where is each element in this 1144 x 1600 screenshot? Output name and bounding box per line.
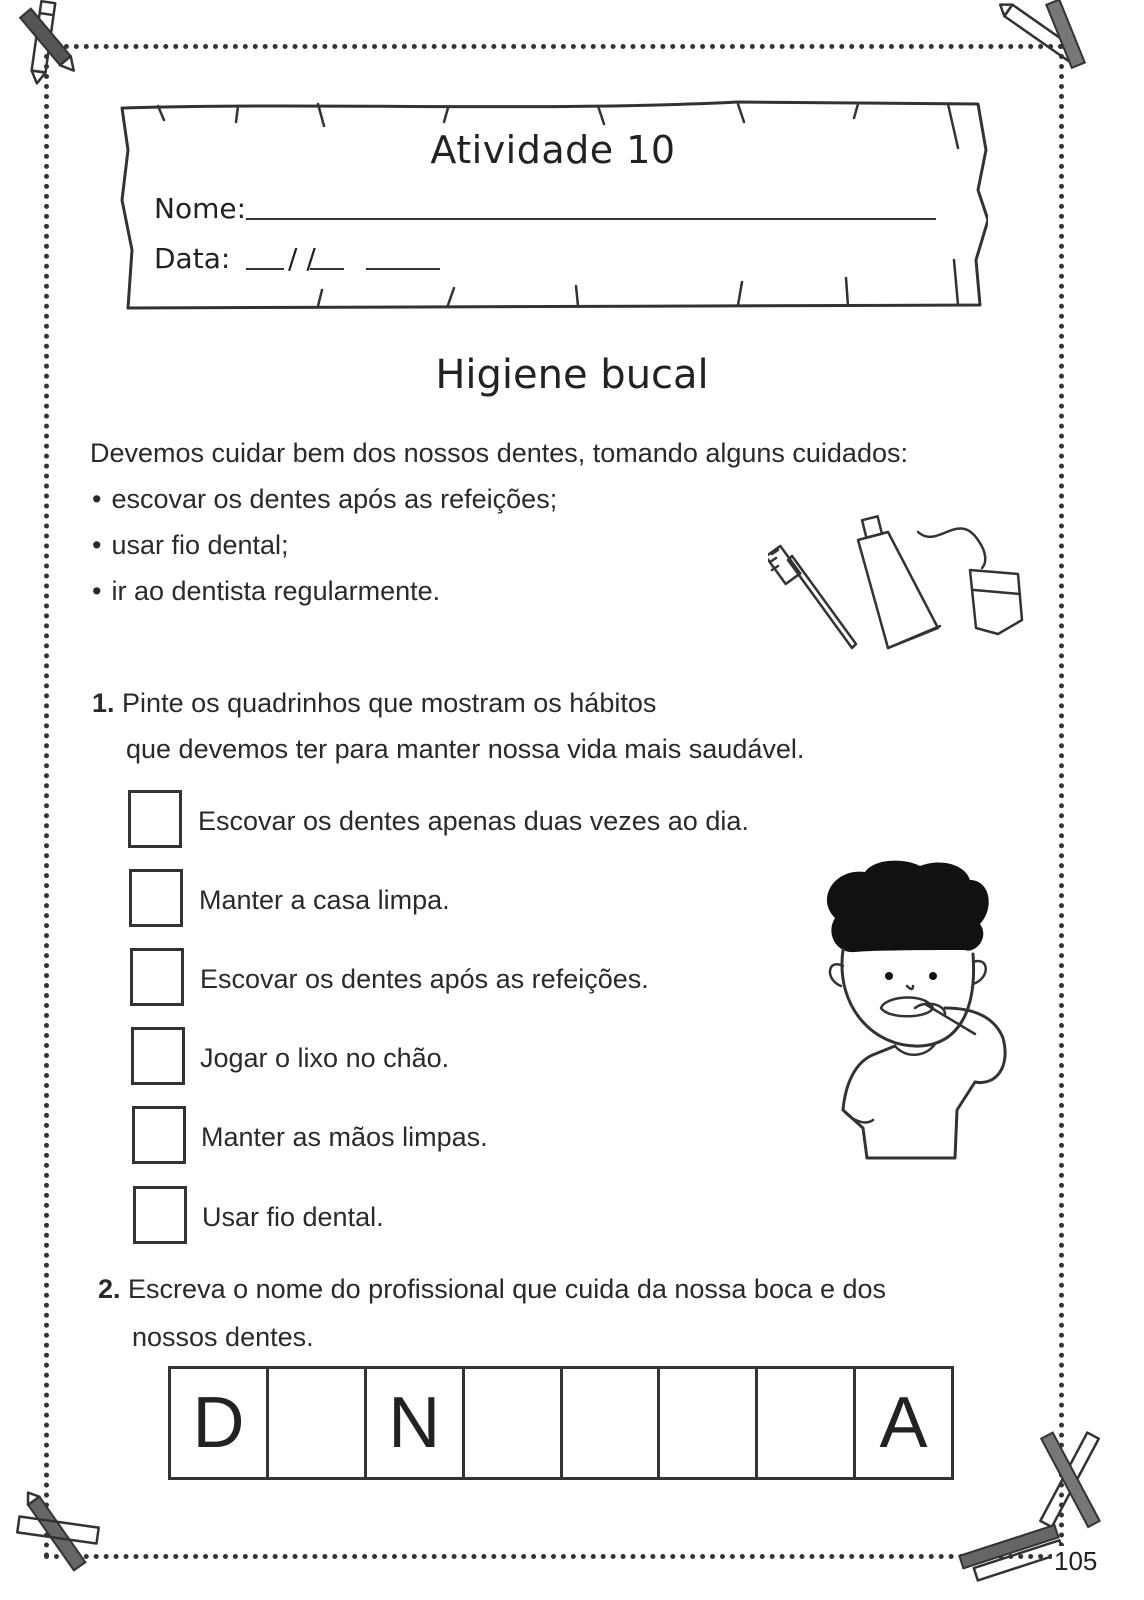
answer-letter-grid bbox=[168, 1366, 954, 1480]
header-frame bbox=[118, 100, 988, 310]
letter-cell-3[interactable]: N bbox=[367, 1369, 465, 1477]
activity-title: Atividade 10 bbox=[430, 128, 676, 172]
intro-bullet-3: • ir ao dentista regularmente. bbox=[92, 576, 440, 607]
date-label: Data: bbox=[154, 242, 231, 275]
option-checkbox-4[interactable] bbox=[131, 1027, 185, 1085]
option-checkbox-2[interactable] bbox=[129, 869, 183, 927]
question-2-line-2: nossos dentes. bbox=[132, 1322, 314, 1352]
letter-cell-6[interactable] bbox=[660, 1369, 758, 1477]
pencil-decoration-icon bbox=[8, 1470, 108, 1590]
name-field[interactable] bbox=[246, 218, 936, 220]
pencil-decoration-icon bbox=[8, 0, 88, 85]
date-year-field[interactable] bbox=[366, 268, 440, 270]
name-label: Nome: bbox=[154, 192, 247, 225]
letter-cell-2[interactable] bbox=[269, 1369, 367, 1477]
letter-cell-7[interactable] bbox=[758, 1369, 856, 1477]
letter-cell-4[interactable] bbox=[465, 1369, 563, 1477]
question-2-line-1: Escreva o nome do profissional que cuida da nossa boca e dos bbox=[128, 1274, 887, 1304]
question-1-number: 1. bbox=[92, 688, 115, 718]
date-day-field[interactable] bbox=[246, 268, 284, 270]
date-month-field[interactable] bbox=[310, 268, 344, 270]
pencil-decoration-icon bbox=[990, 0, 1090, 75]
option-label-1: Escovar os dentes apenas duas vezes ao dia. bbox=[198, 806, 749, 836]
intro-bullet-1: • escovar os dentes após as refeições; bbox=[92, 484, 557, 515]
option-label-4: Jogar o lixo no chão. bbox=[200, 1043, 450, 1073]
date-slashes: / / bbox=[288, 242, 316, 275]
question-1-prompt bbox=[92, 688, 656, 719]
option-label-3: Escovar os dentes após as refeições. bbox=[200, 964, 649, 994]
question-1-line-2: que devemos ter para manter nossa vida mais saudável. bbox=[126, 734, 805, 764]
option-checkbox-3[interactable] bbox=[130, 948, 184, 1006]
boy-brushing-teeth-illustration bbox=[815, 858, 1025, 1168]
option-checkbox-5[interactable] bbox=[132, 1106, 186, 1164]
option-label-6: Usar fio dental. bbox=[202, 1202, 384, 1232]
section-title: Higiene bucal bbox=[435, 352, 709, 398]
option-label-5: Manter as mãos limpas. bbox=[201, 1122, 488, 1152]
question-2-prompt bbox=[98, 1274, 886, 1305]
question-2-number: 2. bbox=[98, 1274, 121, 1304]
hygiene-items-illustration bbox=[768, 510, 1038, 670]
intro-bullet-2: • usar fio dental; bbox=[92, 530, 289, 561]
letter-cell-8[interactable]: A bbox=[879, 1383, 928, 1463]
question-1-line-1: Pinte os quadrinhos que mostram os hábitos bbox=[122, 688, 657, 718]
option-checkbox-1[interactable] bbox=[128, 790, 182, 848]
toothbrush-icon bbox=[768, 546, 856, 648]
letter-cell-5[interactable] bbox=[563, 1369, 661, 1477]
page-number: 105 bbox=[1054, 1546, 1098, 1576]
intro-text: Devemos cuidar bem dos nossos dentes, tomando alguns cuidados: bbox=[90, 438, 908, 468]
letter-cell-1[interactable]: D bbox=[171, 1369, 269, 1477]
option-label-2: Manter a casa limpa. bbox=[199, 885, 450, 915]
option-checkbox-6[interactable] bbox=[133, 1186, 187, 1244]
